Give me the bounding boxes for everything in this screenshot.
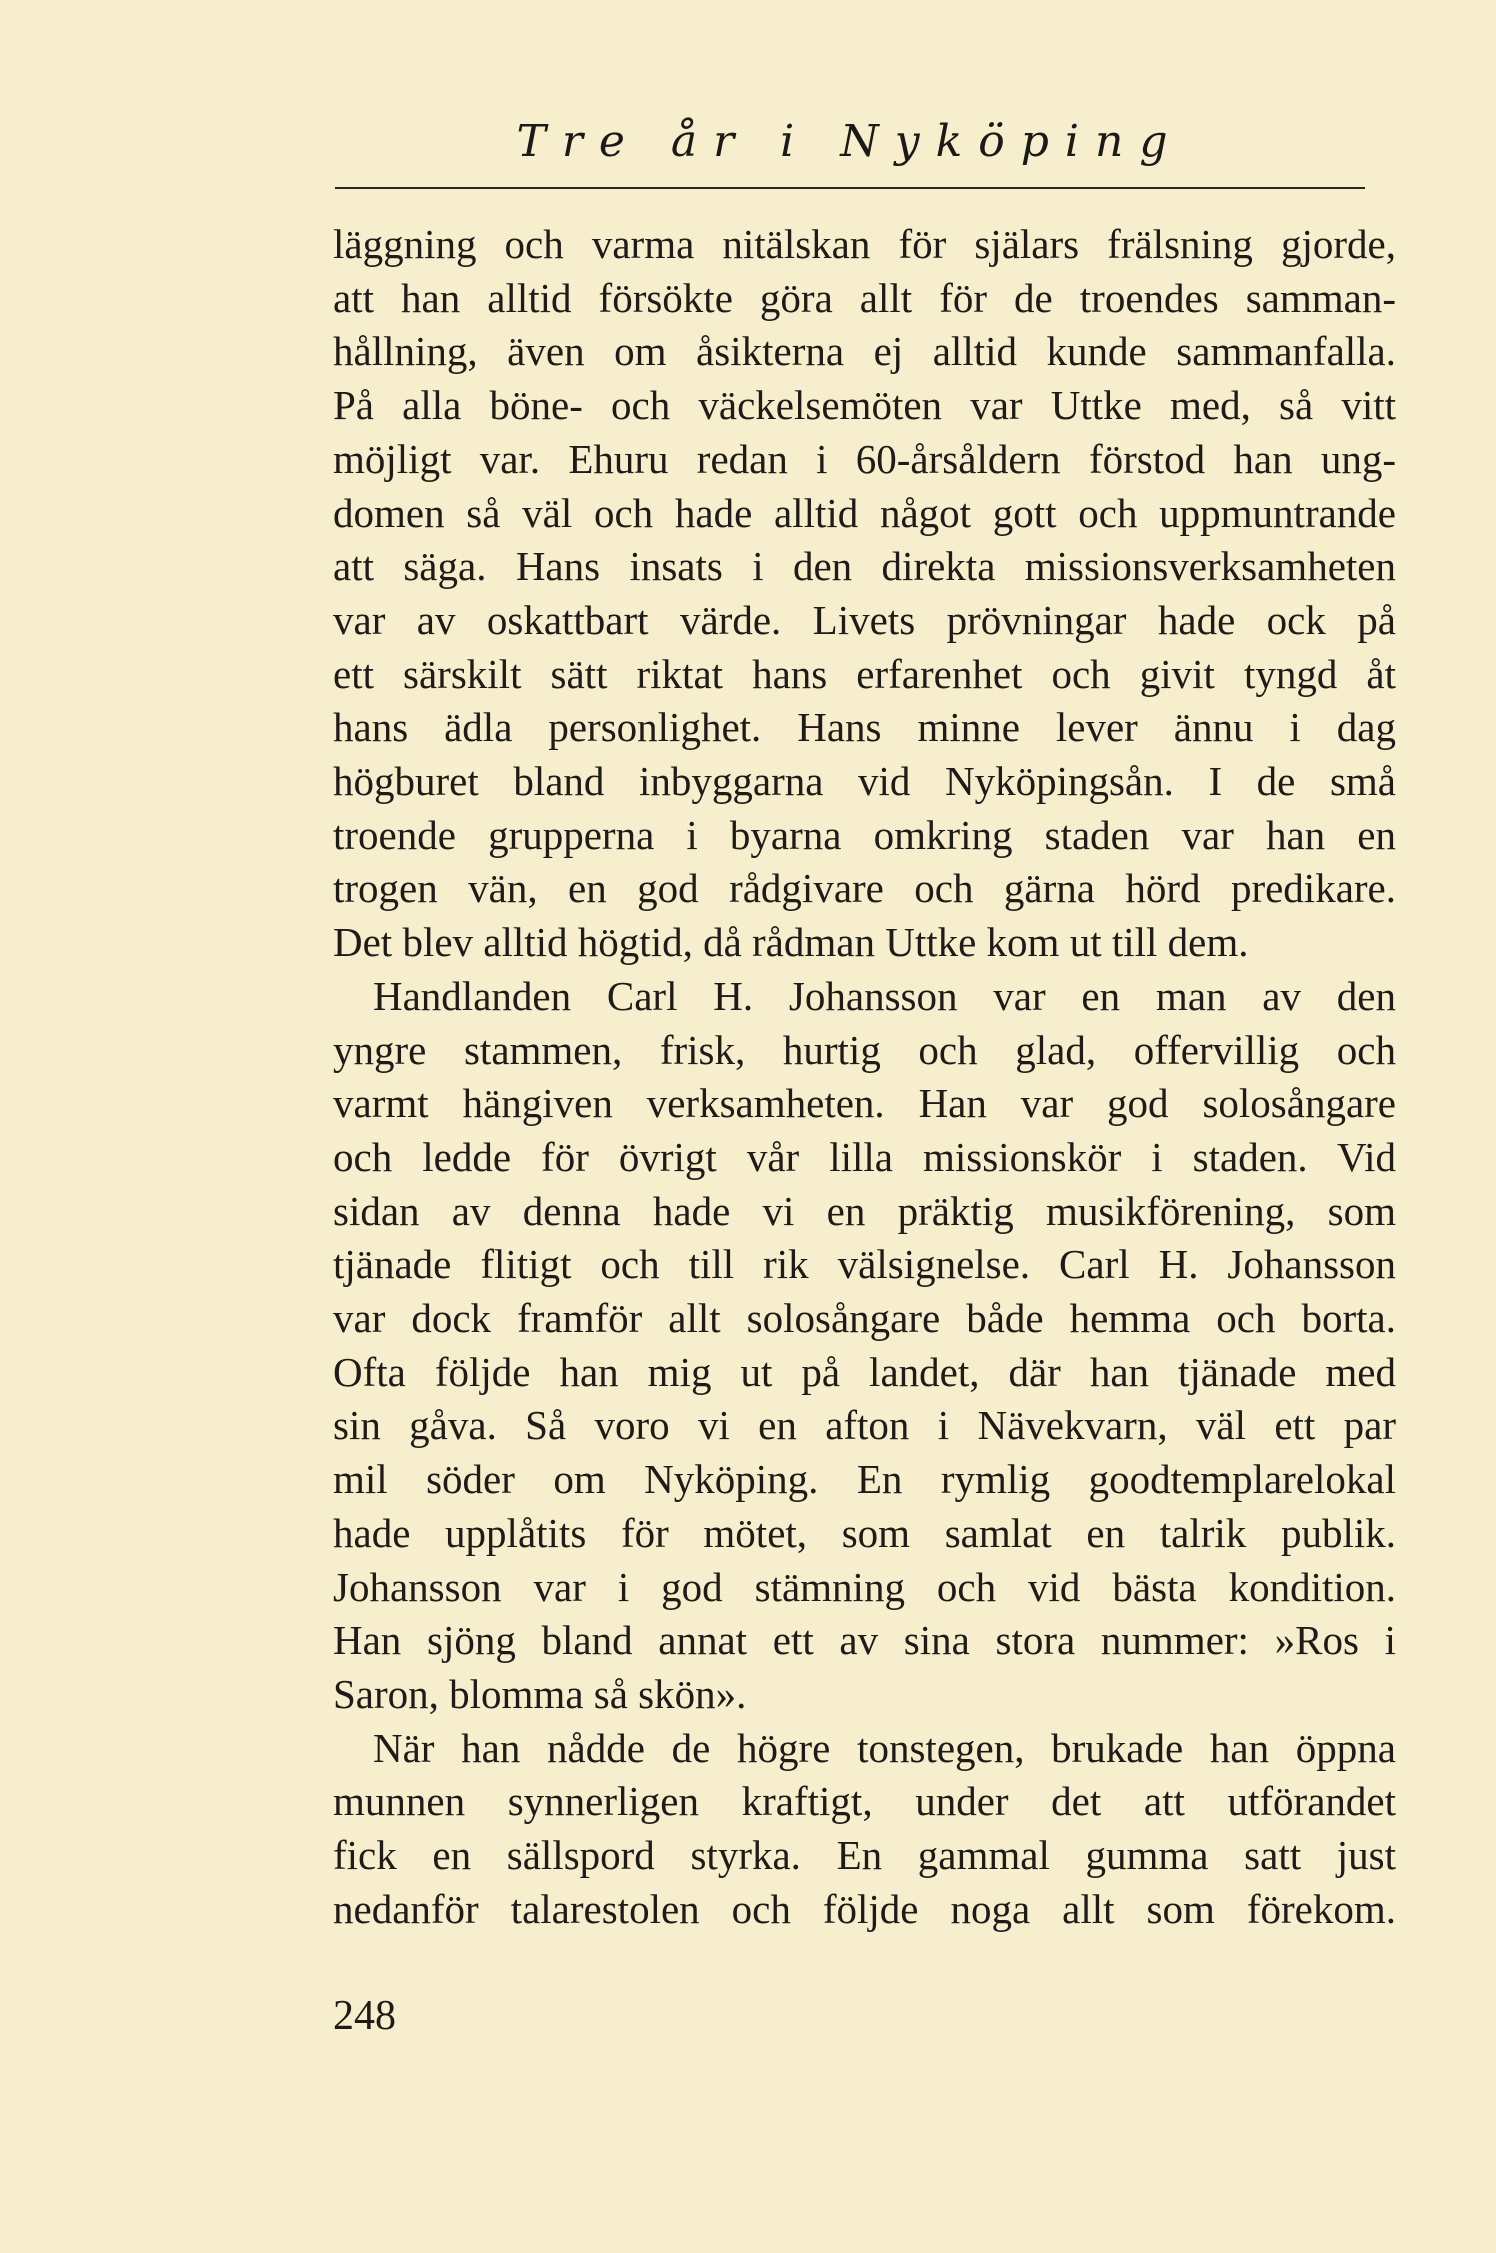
text-line: När han nådde de högre tonstegen, brukade han öppna bbox=[373, 1724, 1396, 1771]
text-line: att han alltid försökte göra allt för de troendes samman- bbox=[333, 274, 1396, 321]
body-text bbox=[333, 218, 1396, 1937]
running-head: Tre år i Nyköping bbox=[516, 116, 1184, 167]
text-line: domen så väl och hade alltid något gott och uppmuntrande bbox=[333, 489, 1396, 536]
text-line: munnen synnerligen kraftigt, under det att utförandet bbox=[333, 1778, 1396, 1825]
text-line: var av oskattbart värde. Livets prövningar hade ock på bbox=[333, 596, 1396, 643]
text-line: högburet bland inbyggarna vid Nyköpingsån. I de små bbox=[333, 758, 1396, 805]
text-line: och ledde för övrigt vår lilla missionskör i staden. Vid bbox=[333, 1133, 1396, 1180]
text-line: nedanför talarestolen och följde noga allt som förekom. bbox=[333, 1885, 1396, 1932]
text-line: Det blev alltid högtid, då rådman Uttke kom ut till dem. bbox=[333, 919, 1249, 966]
text-line: hans ädla personlighet. Hans minne lever ännu i dag bbox=[333, 704, 1396, 751]
text-line: läggning och varma nitälskan för själars frälsning gjorde, bbox=[333, 221, 1396, 267]
text-line: Johansson var i god stämning och vid bästa kondition. bbox=[333, 1563, 1396, 1610]
text-line: hållning, även om åsikterna ej alltid kunde sammanfalla. bbox=[333, 328, 1396, 375]
text-line: På alla böne- och väckelsemöten var Uttke med, så vitt bbox=[333, 382, 1396, 429]
text-line: yngre stammen, frisk, hurtig och glad, offervillig och bbox=[333, 1026, 1396, 1073]
text-line: Saron, blomma så skön». bbox=[333, 1670, 747, 1717]
text-line: sin gåva. Så voro vi en afton i Nävekvarn, väl ett par bbox=[333, 1402, 1396, 1449]
text-line: Han sjöng bland annat ett av sina stora nummer: »Ros i bbox=[333, 1617, 1396, 1664]
page-number: 248 bbox=[333, 1993, 396, 2039]
text-line: ett särskilt sätt riktat hans erfarenhet och givit tyngd åt bbox=[333, 650, 1396, 697]
text-line: hade upplåtits för mötet, som samlat en talrik publik. bbox=[333, 1509, 1396, 1556]
text-line: trogen vän, en god rådgivare och gärna hörd predikare. bbox=[333, 865, 1396, 912]
header-rule bbox=[335, 187, 1365, 189]
text-line: sidan av denna hade vi en präktig musikförening, som bbox=[333, 1187, 1396, 1234]
text-line: fick en sällspord styrka. En gammal gumma satt just bbox=[333, 1832, 1396, 1879]
text-line: Ofta följde han mig ut på landet, där han tjänade med bbox=[333, 1348, 1396, 1395]
text-line: mil söder om Nyköping. En rymlig goodtemplarelokal bbox=[333, 1456, 1396, 1503]
text-line: möjligt var. Ehuru redan i 60-årsåldern förstod han ung- bbox=[333, 435, 1396, 482]
text-line: Handlanden Carl H. Johansson var en man av den bbox=[373, 972, 1396, 1019]
text-line: tjänade flitigt och till rik välsignelse. Carl H. Johansson bbox=[333, 1241, 1396, 1288]
text-line: att säga. Hans insats i den direkta missionsverksamheten bbox=[333, 543, 1396, 590]
text-line: varmt hängiven verksamheten. Han var god solosångare bbox=[333, 1080, 1396, 1127]
text-line: var dock framför allt solosångare både hemma och borta. bbox=[333, 1295, 1396, 1342]
text-line: troende grupperna i byarna omkring staden var han en bbox=[333, 811, 1396, 858]
